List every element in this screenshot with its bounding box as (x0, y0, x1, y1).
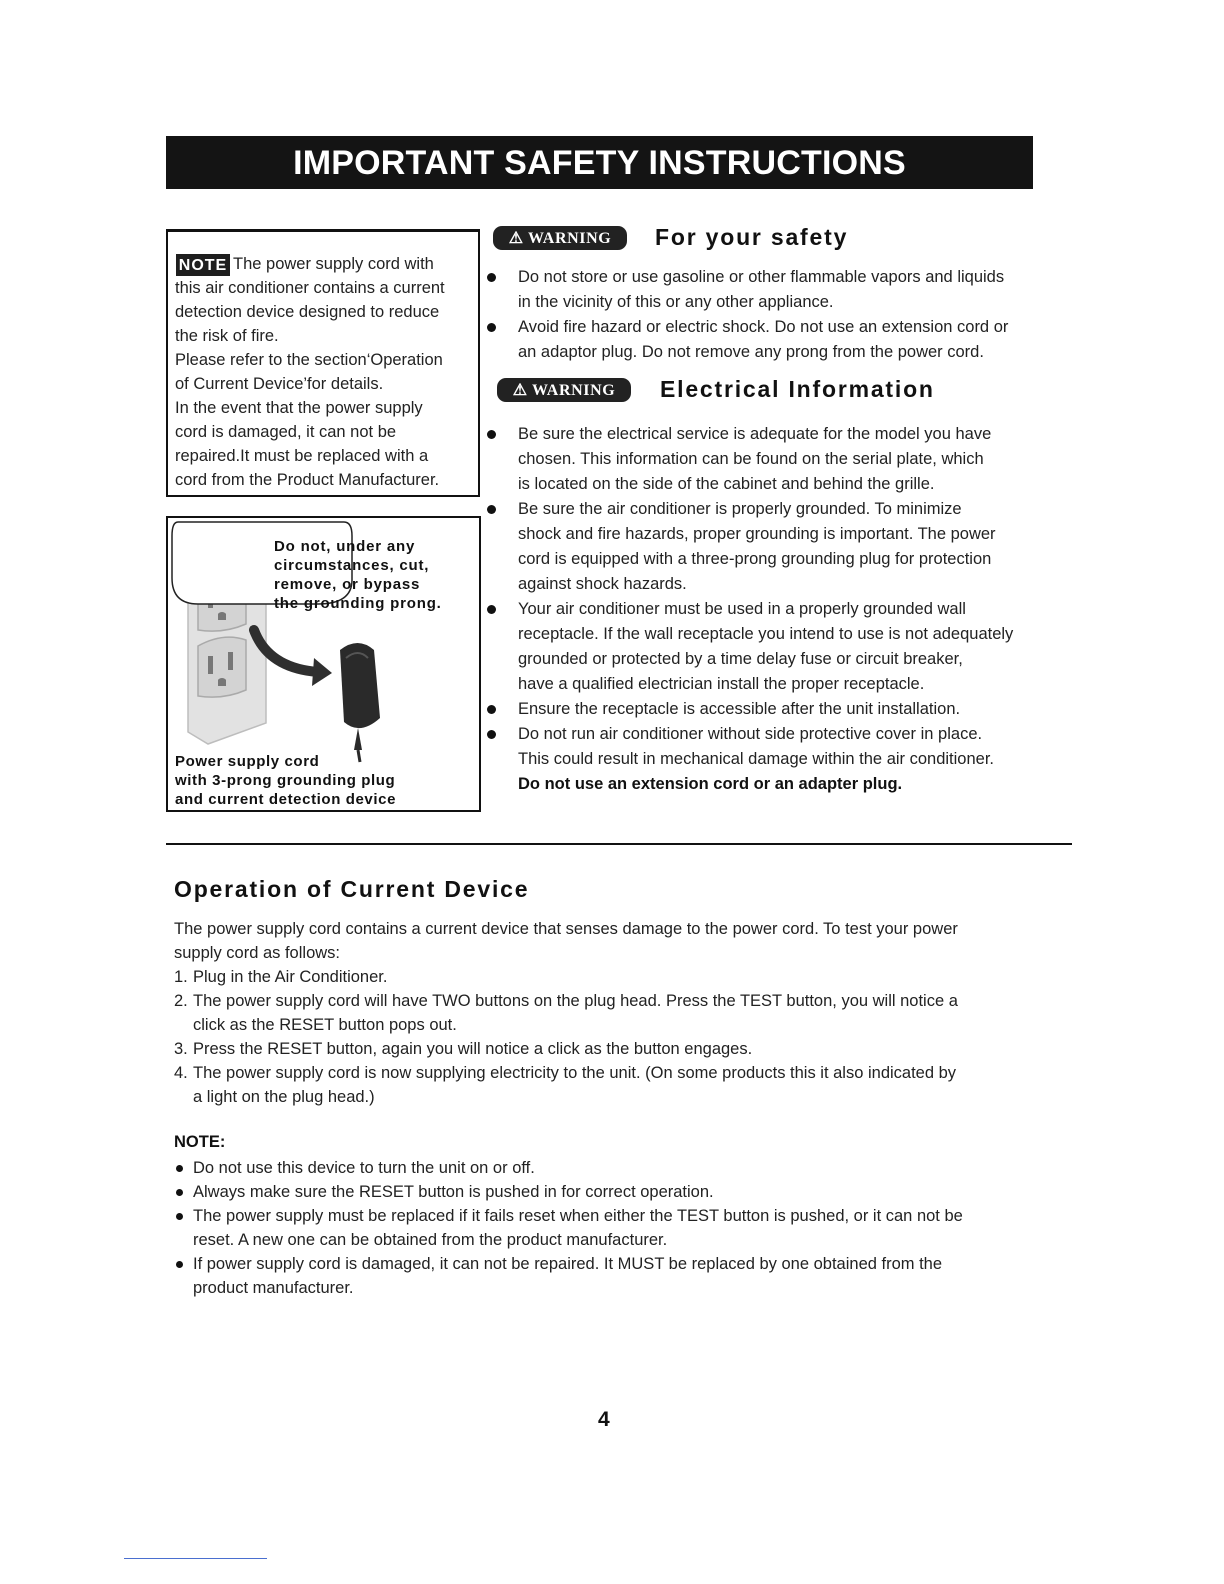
warning-badge-safety: ⚠ WARNING (493, 226, 627, 250)
note-line: detection device designed to reduce (175, 303, 440, 321)
electrical-bullet: Be sure the air conditioner is properly grounded. To minimize shock and fire hazards, proper grounding is important. The power cord is equipped with a three-prong grounding plug for protection against shock hazards. (484, 497, 1064, 597)
note-item: Always make sure the RESET button is pushed in for correct operation. (174, 1180, 1054, 1204)
electrical-bullet: Be sure the electrical service is adequate for the model you have chosen. This information can be found on the serial plate, which is located on the side of the cabinet and behind the grille. (484, 422, 1064, 497)
power-cord-figure (166, 516, 481, 812)
note-line: The power supply cord with (233, 255, 434, 273)
electrical-bullet: Ensure the receptacle is accessible after the unit installation. (484, 697, 1064, 722)
note-item: If power supply cord is damaged, it can not be repaired. It MUST be replaced by one obtained from the product manufacturer. (174, 1252, 1054, 1300)
note-line: of Current Device’for details. (175, 375, 384, 393)
callout-text (274, 537, 464, 613)
note-badge: NOTE (176, 254, 230, 276)
bullet-icon (176, 1189, 183, 1196)
page-title-banner: IMPORTANT SAFETY INSTRUCTIONS (166, 136, 1033, 189)
electrical-bullet: Do not run air conditioner without side protective cover in place. This could result in mechanical damage within the air conditioner. Do not use an extension cord or an adapter plug. (484, 722, 1064, 797)
heading-operation-of-current-device: Operation of Current Device (174, 876, 530, 902)
note-line: this air conditioner contains a current (175, 279, 445, 297)
callout-line: the grounding prong. (274, 595, 442, 612)
note-line: Please refer to the section‘Operation (175, 351, 443, 369)
electrical-bullet: Your air conditioner must be used in a properly grounded wall receptacle. If the wall receptacle you intend to use is not adequately grounded or protected by a time delay fuse or circuit breaker, have a qualified electrician install the proper receptacle. (484, 597, 1064, 697)
operation-intro: The power supply cord contains a current device that senses damage to the power cord. To test your power supply cord as follows: (174, 920, 958, 962)
bullet-icon (487, 605, 496, 614)
footer-rule (124, 1558, 267, 1559)
safety-bullet-list (484, 265, 1064, 365)
note-box (166, 229, 480, 497)
note-line: In the event that the power supply (175, 399, 423, 417)
warning-badge-electrical: ⚠ WARNING (497, 378, 631, 402)
note-text (175, 252, 475, 492)
step-item: 3. Press the RESET button, again you will notice a click as the button engages. (174, 1040, 753, 1058)
caption-line: Power supply cord (175, 753, 320, 770)
step-item: 2. The power supply cord will have TWO buttons on the plug head. Press the TEST button, you will notice a click as the RESET button pops out. (174, 992, 958, 1034)
caption-line: and current detection device (175, 791, 397, 808)
callout-line: Do not, under any (274, 538, 416, 555)
bullet-icon (487, 323, 496, 332)
note-line: cord from the Product Manufacturer. (175, 471, 440, 489)
bullet-icon (487, 705, 496, 714)
operation-notes (174, 1156, 1054, 1300)
note-label: NOTE: (174, 1133, 226, 1151)
page-number: 4 (598, 1408, 610, 1431)
heading-electrical-information: Electrical Information (660, 376, 935, 402)
callout-line: circumstances, cut, (274, 557, 430, 574)
safety-bullet: Avoid fire hazard or electric shock. Do not use an extension cord or an adaptor plug. Do not remove any prong from the power cord. (484, 315, 1064, 365)
step-item: 1. Plug in the Air Conditioner. (174, 968, 388, 986)
step-item: 4. The power supply cord is now supplying electricity to the unit. (On some products this it also indicated by a light on the plug head.) (174, 1064, 957, 1106)
bullet-icon (487, 273, 496, 282)
bullet-icon (487, 430, 496, 439)
bullet-icon (176, 1165, 183, 1172)
note-line: cord is damaged, it can not be (175, 423, 397, 441)
section-divider (166, 843, 1072, 845)
note-line: repaired.It must be replaced with a (175, 447, 429, 465)
note-item: Do not use this device to turn the unit on or off. (174, 1156, 1054, 1180)
callout-line: remove, or bypass (274, 576, 421, 593)
no-extension-cord-warning: Do not use an extension cord or an adapter plug. (518, 775, 903, 793)
bullet-icon (487, 505, 496, 514)
bullet-icon (176, 1261, 183, 1268)
heading-for-your-safety: For your safety (655, 224, 849, 250)
bullet-icon (487, 730, 496, 739)
operation-steps (174, 965, 1054, 1109)
figure-caption (175, 752, 475, 809)
caption-line: with 3-prong grounding plug (175, 772, 396, 789)
electrical-bullet-list (484, 422, 1064, 797)
safety-bullet: Do not store or use gasoline or other flammable vapors and liquids in the vicinity of this or any other appliance. (484, 265, 1064, 315)
plug-icon (340, 643, 380, 728)
bullet-icon (176, 1213, 183, 1220)
note-line: the risk of fire. (175, 327, 279, 345)
note-item: The power supply must be replaced if it fails reset when either the TEST button is pushed, or it can not be reset. A new one can be obtained from the product manufacturer. (174, 1204, 1054, 1252)
